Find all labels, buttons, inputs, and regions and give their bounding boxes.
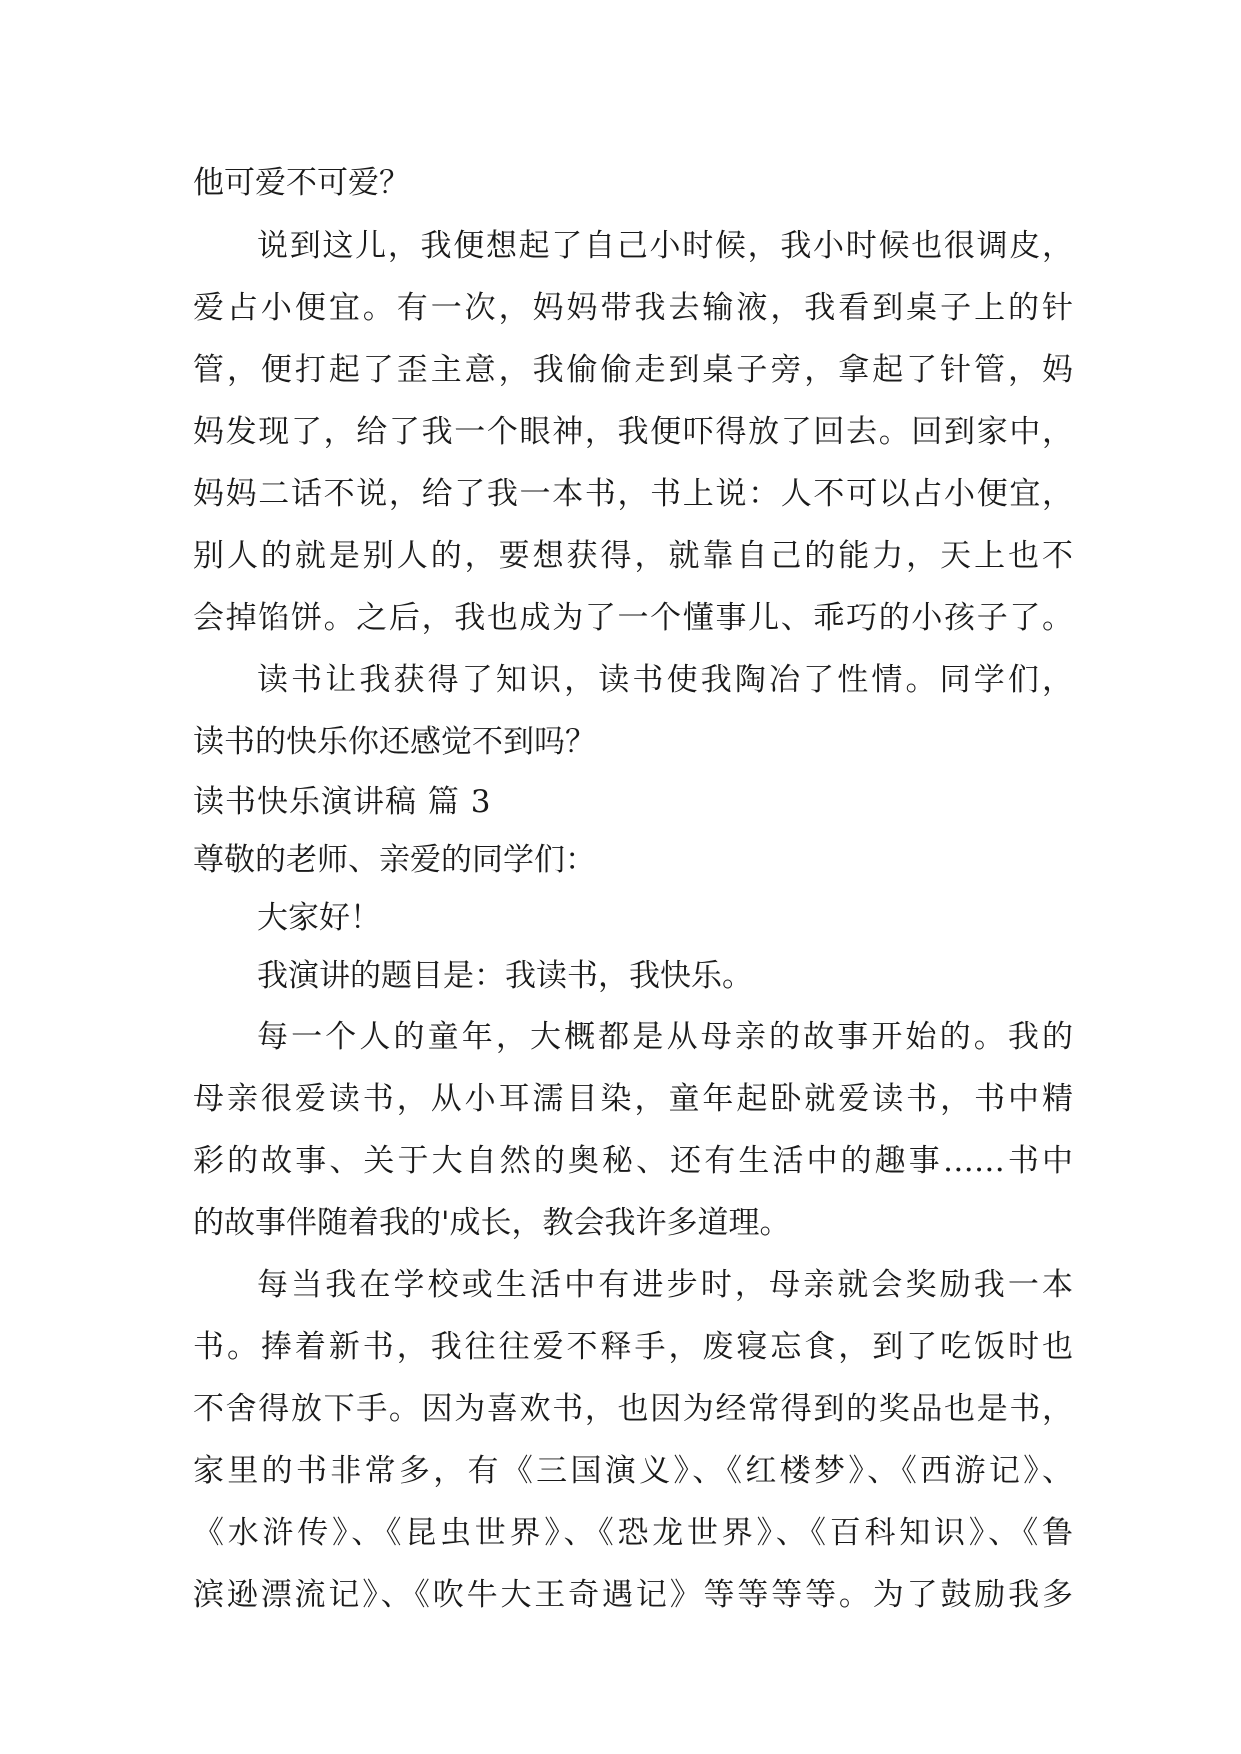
paragraph-line: 不舍得放下手。因为喜欢书，也因为经常得到的奖品也是书，: [193, 1391, 1073, 1427]
paragraph-line: 说到这儿，我便想起了自己小时候，我小时候也很调皮，: [257, 228, 1073, 264]
paragraph-line: 每当我在学校或生活中有进步时，母亲就会奖励我一本: [257, 1267, 1073, 1303]
paragraph-line: 读书的快乐你还感觉不到吗？: [193, 724, 596, 760]
paragraph-line: 彩的故事、关于大自然的奥秘、还有生活中的趣事……书中: [193, 1143, 1073, 1179]
paragraph-line: 书。捧着新书，我往往爱不释手，废寝忘食，到了吃饭时也: [193, 1329, 1073, 1365]
paragraph-line: 家里的书非常多，有《三国演义》、《红楼梦》、《西游记》、: [193, 1453, 1073, 1489]
paragraph-line: 管，便打起了歪主意，我偷偷走到桌子旁，拿起了针管，妈: [193, 352, 1073, 388]
paragraph-line: 妈发现了，给了我一个眼神，我便吓得放了回去。回到家中，: [193, 414, 1073, 450]
paragraph-line: 滨逊漂流记》、《吹牛大王奇遇记》等等等等。为了鼓励我多: [193, 1577, 1073, 1613]
paragraph-line: 会掉馅饼。之后，我也成为了一个懂事儿、乖巧的小孩子了。: [193, 600, 1073, 636]
paragraph-line: 爱占小便宜。有一次，妈妈带我去输液，我看到桌子上的针: [193, 290, 1073, 326]
paragraph-line: 他可爱不可爱？: [193, 165, 410, 201]
paragraph-line: 《水浒传》、《昆虫世界》、《恐龙世界》、《百科知识》、《鲁: [193, 1515, 1073, 1551]
paragraph-line: 我演讲的题目是：我读书，我快乐。: [257, 958, 753, 994]
paragraph-line: 每一个人的童年，大概都是从母亲的故事开始的。我的: [257, 1019, 1073, 1055]
paragraph-line: 妈妈二话不说，给了我一本书，书上说：人不可以占小便宜，: [193, 476, 1073, 512]
paragraph-line: 母亲很爱读书，从小耳濡目染，童年起卧就爱读书，书中精: [193, 1081, 1073, 1117]
paragraph-line: 的故事伴随着我的'成长，教会我许多道理。: [193, 1205, 791, 1241]
greeting-line: 大家好！: [257, 900, 381, 936]
paragraph-line: 读书让我获得了知识，读书使我陶冶了性情。同学们，: [257, 662, 1073, 698]
paragraph-line: 别人的就是别人的，要想获得，就靠自己的能力，天上也不: [193, 538, 1073, 574]
section-heading: 读书快乐演讲稿 篇 3: [193, 784, 492, 820]
salutation-line: 尊敬的老师、亲爱的同学们：: [193, 842, 596, 878]
